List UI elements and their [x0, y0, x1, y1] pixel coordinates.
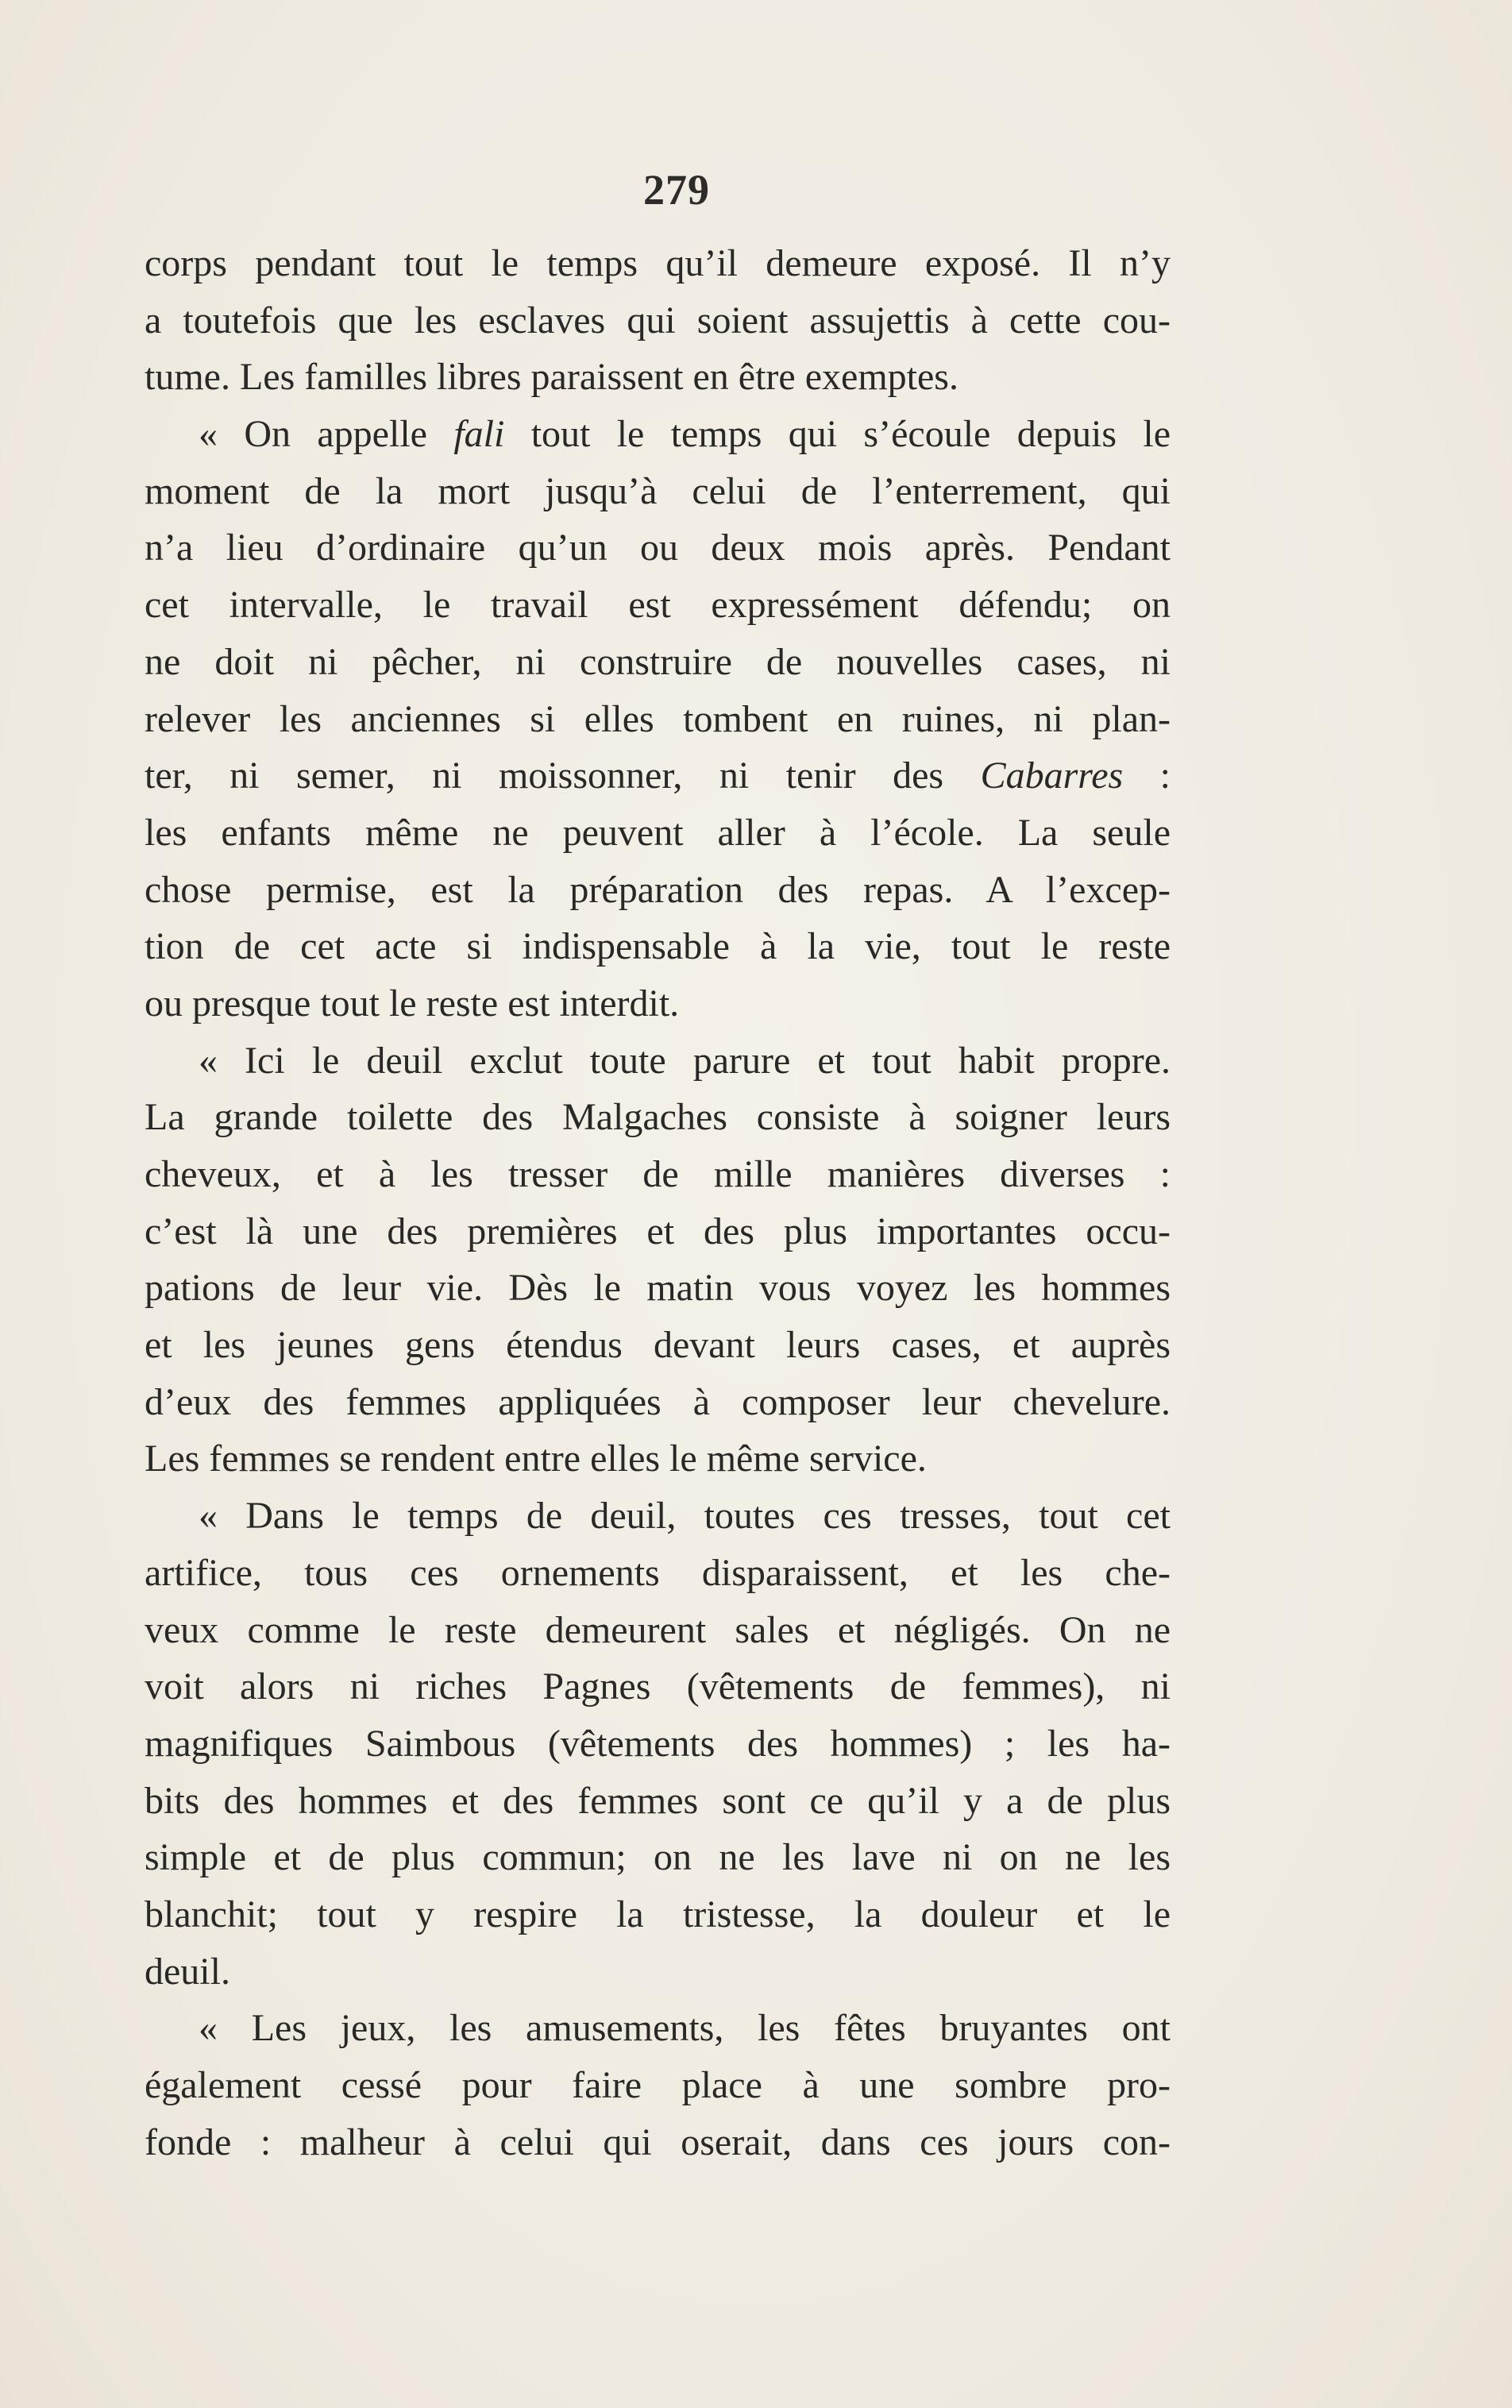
text-line: a toutefois que les esclaves qui soient assujettis à cette cou-	[145, 299, 1171, 342]
text-segment: tout le temps qui s’écoule depuis le	[504, 413, 1171, 456]
text-line: simple et de plus commun; on ne les lave ni on ne les	[145, 1836, 1171, 1879]
text-line: « Les jeux, les amusements, les fêtes bruyantes ont	[199, 2007, 1171, 2050]
text-line: ou presque tout le reste est interdit.	[145, 982, 680, 1025]
text-line: fonde : malheur à celui qui oserait, dans ces jours con-	[145, 2121, 1171, 2163]
text-line	[145, 747, 1171, 805]
text-line: cheveux, et à les tresser de mille manières diverses :	[145, 1153, 1171, 1195]
text-line: également cessé pour faire place à une sombre pro-	[145, 2064, 1171, 2106]
text-line: deuil.	[145, 1950, 230, 1993]
text-line: veux comme le reste demeurent sales et négligés. On ne	[145, 1608, 1171, 1651]
text-line: chose permise, est la préparation des repas. A l’excep-	[145, 868, 1171, 911]
text-line: pations de leur vie. Dès le matin vous voyez les hommes	[145, 1267, 1171, 1310]
body-text	[145, 235, 1171, 2171]
text-line: « Dans le temps de deuil, toutes ces tresses, tout cet	[199, 1495, 1171, 1538]
italic-term: Cabarres	[980, 754, 1124, 797]
text-line: et les jeunes gens étendus devant leurs cases, et auprès	[145, 1324, 1171, 1367]
italic-term: fali	[453, 413, 505, 456]
text-line: « Ici le deuil exclut toute parure et tout habit propre.	[199, 1039, 1171, 1082]
text-line: artifice, tous ces ornements disparaissent, et les che-	[145, 1551, 1171, 1594]
page-number: 279	[643, 166, 710, 214]
text-line: moment de la mort jusqu’à celui de l’enterrement, qui	[145, 469, 1171, 512]
text-line: c’est là une des premières et des plus importantes occu-	[145, 1210, 1171, 1252]
text-line: ne doit ni pêcher, ni construire de nouvelles cases, ni	[145, 640, 1171, 683]
text-line: cet intervalle, le travail est expressément défendu; on	[145, 584, 1171, 627]
text-segment: :	[1123, 754, 1171, 797]
text-segment: ter, ni semer, ni moissonner, ni tenir des	[145, 754, 981, 797]
text-line: tume. Les familles libres paraissent en être exemptes.	[145, 356, 958, 399]
text-line	[145, 406, 1171, 463]
text-line: bits des hommes et des femmes sont ce qu’il y a de plus	[145, 1779, 1171, 1822]
text-line: tion de cet acte si indispensable à la vie, tout le reste	[145, 925, 1171, 968]
text-line: les enfants même ne peuvent aller à l’école. La seule	[145, 811, 1171, 854]
text-line: d’eux des femmes appliquées à composer leur chevelure.	[145, 1380, 1171, 1423]
text-line: n’a lieu d’ordinaire qu’un ou deux mois après. Pendant	[145, 527, 1171, 569]
text-line: magnifiques Saimbous (vêtements des hommes) ; les ha-	[145, 1722, 1171, 1765]
text-segment: « On appelle	[199, 413, 454, 456]
text-line: relever les anciennes si elles tombent en ruines, ni plan-	[145, 697, 1171, 740]
text-line: corps pendant tout le temps qu’il demeure exposé. Il n’y	[145, 242, 1171, 284]
text-line: blanchit; tout y respire la tristesse, la douleur et le	[145, 1893, 1171, 1935]
text-line: La grande toilette des Malgaches consiste à soigner leurs	[145, 1096, 1171, 1139]
text-line: voit alors ni riches Pagnes (vêtements de femmes), ni	[145, 1665, 1171, 1708]
text-line: Les femmes se rendent entre elles le même service.	[145, 1437, 927, 1480]
